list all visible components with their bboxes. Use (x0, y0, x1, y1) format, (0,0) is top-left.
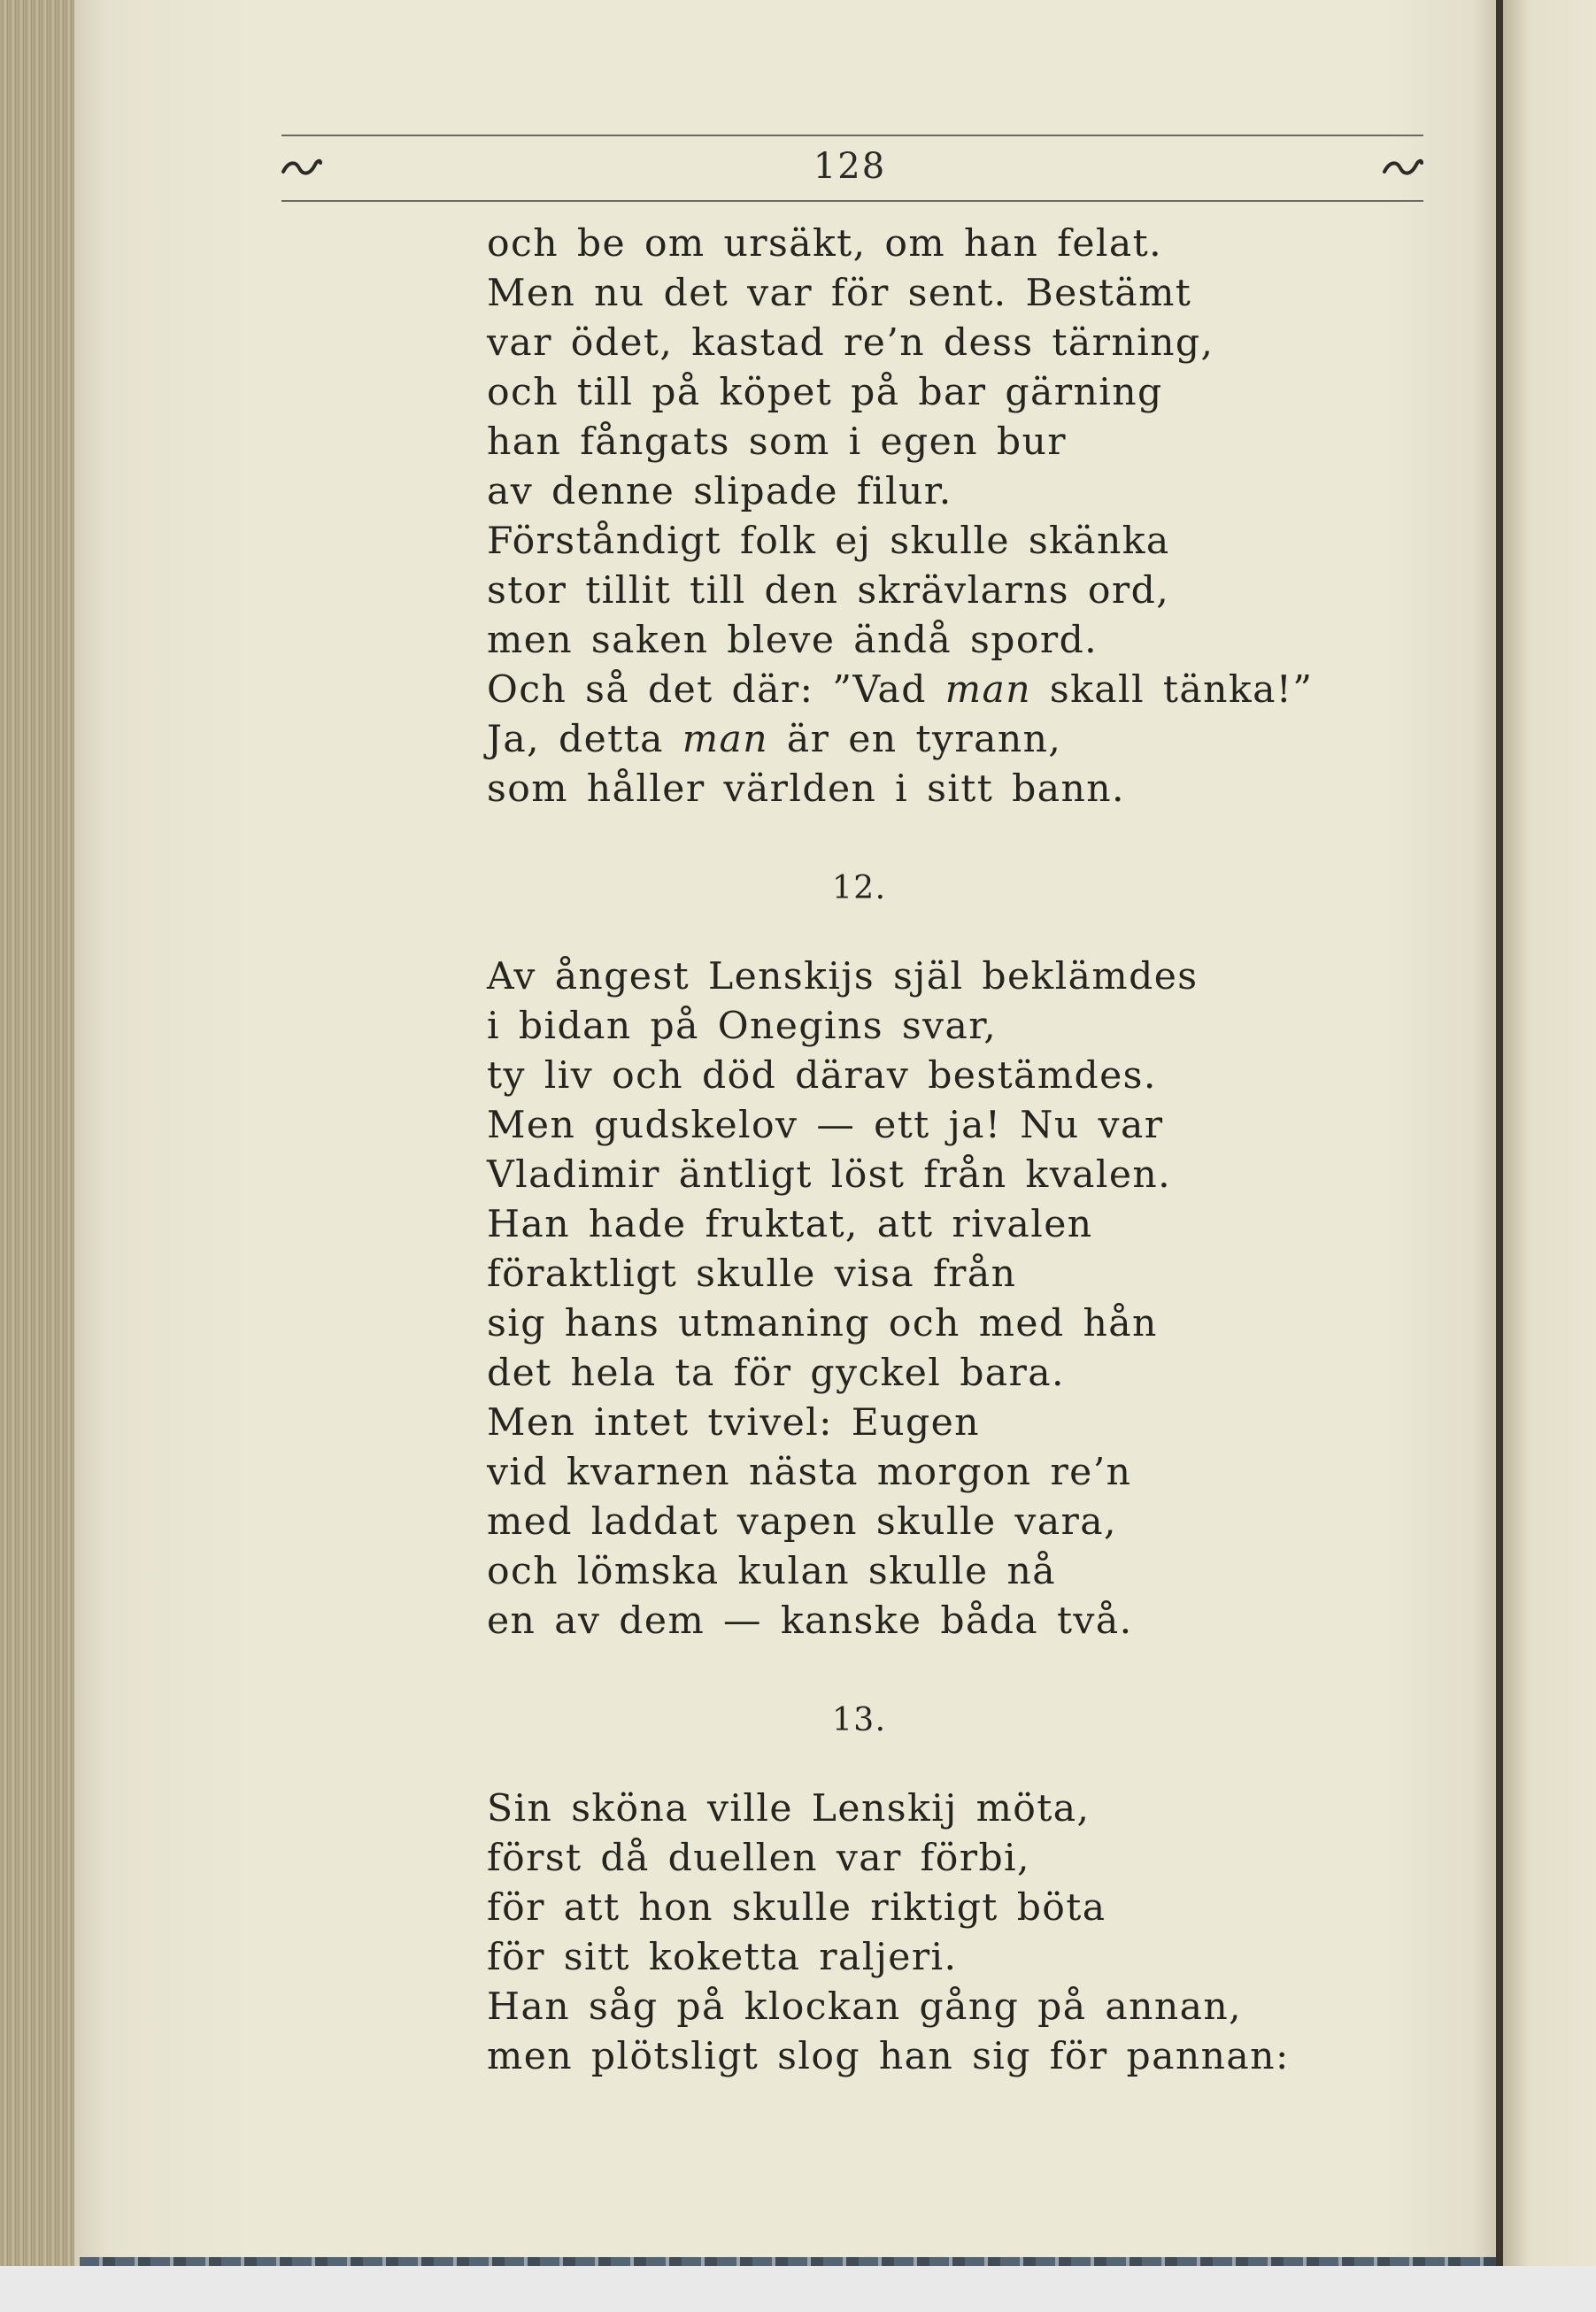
italic-word: man (944, 668, 1032, 712)
verse-line: och lömska kulan skulle nå (487, 1550, 1056, 1593)
scan-bottom-band (0, 2266, 1596, 2312)
swash-ornament-icon (1383, 152, 1423, 179)
verse-line: som håller världen i sitt bann. (487, 767, 1125, 811)
verse-line: var ödet, kastad re’n dess tärning, (487, 321, 1214, 365)
verse-text: Ja, detta (487, 718, 682, 761)
header-rule-top (281, 135, 1423, 136)
verse-text: Och så det där: ”Vad (487, 668, 945, 712)
verse-line: och till på köpet på bar gärning (487, 371, 1163, 414)
verse-line: han fångats som i egen bur (487, 420, 1067, 464)
header-rule-bottom (281, 200, 1423, 202)
verse-line: av denne slipade filur. (487, 470, 952, 513)
next-page-edge (1503, 0, 1596, 2266)
poem-text (487, 220, 1390, 2082)
verse-line: det hela ta för gyckel bara. (487, 1352, 1065, 1395)
verse-text: är en tyrann, (767, 718, 1062, 761)
verse-line: Av ångest Lenskijs själ beklämdes (487, 955, 1199, 998)
verse-line: Men nu det var för sent. Bestämt (487, 272, 1192, 315)
verse-line: ty liv och död därav bestämdes. (487, 1054, 1157, 1098)
verse-line: Men intet tvivel: Eugen (487, 1401, 980, 1445)
verse-line: men saken bleve ändå spord. (487, 619, 1099, 662)
verse-line: sig hans utmaning och med hån (487, 1302, 1158, 1345)
book-page-edges (0, 0, 80, 2266)
verse-line (487, 666, 1390, 715)
book-spine-gap (1496, 0, 1503, 2266)
stanza-12 (487, 952, 1390, 1646)
verse-line: Vladimir äntligt löst från kvalen. (487, 1153, 1172, 1197)
verse-line: Han hade fruktat, att rivalen (487, 1203, 1093, 1246)
verse-line: men plötsligt slog han sig för pannan: (487, 2035, 1290, 2078)
verse-line: med laddat vapen skulle vara, (487, 1500, 1117, 1544)
verse-line (487, 715, 1390, 765)
stanza-number: 13. (832, 1702, 887, 1738)
verse-text: skall tänka!” (1031, 668, 1314, 712)
verse-line: en av dem — kanske båda två. (487, 1599, 1133, 1643)
verse-line: Sin sköna ville Lenskij möta, (487, 1787, 1091, 1830)
page-number: 128 (813, 146, 887, 187)
verse-line: stor tillit till den skrävlarns ord, (487, 569, 1170, 613)
stanza-number: 12. (832, 870, 887, 906)
verse-line: Men gudskelov — ett ja! Nu var (487, 1104, 1164, 1147)
verse-line: för sitt koketta raljeri. (487, 1936, 958, 1979)
verse-line: först då duellen var förbi, (487, 1837, 1030, 1880)
verse-line: Han såg på klockan gång på annan, (487, 1985, 1243, 2029)
verse-line: vid kvarnen nästa morgon re’n (487, 1451, 1132, 1494)
stanza-continued (487, 220, 1390, 814)
stanza-13 (487, 1784, 1390, 2082)
verse-line: för att hon skulle riktigt böta (487, 1886, 1106, 1930)
verse-line: föraktligt skulle visa från (487, 1252, 1017, 1296)
italic-word: man (682, 718, 768, 761)
verse-line: Förståndigt folk ej skulle skänka (487, 520, 1170, 563)
verse-line: och be om ursäkt, om han felat. (487, 222, 1163, 266)
swash-ornament-icon (281, 152, 322, 179)
verse-line: i bidan på Onegins svar, (487, 1005, 998, 1048)
